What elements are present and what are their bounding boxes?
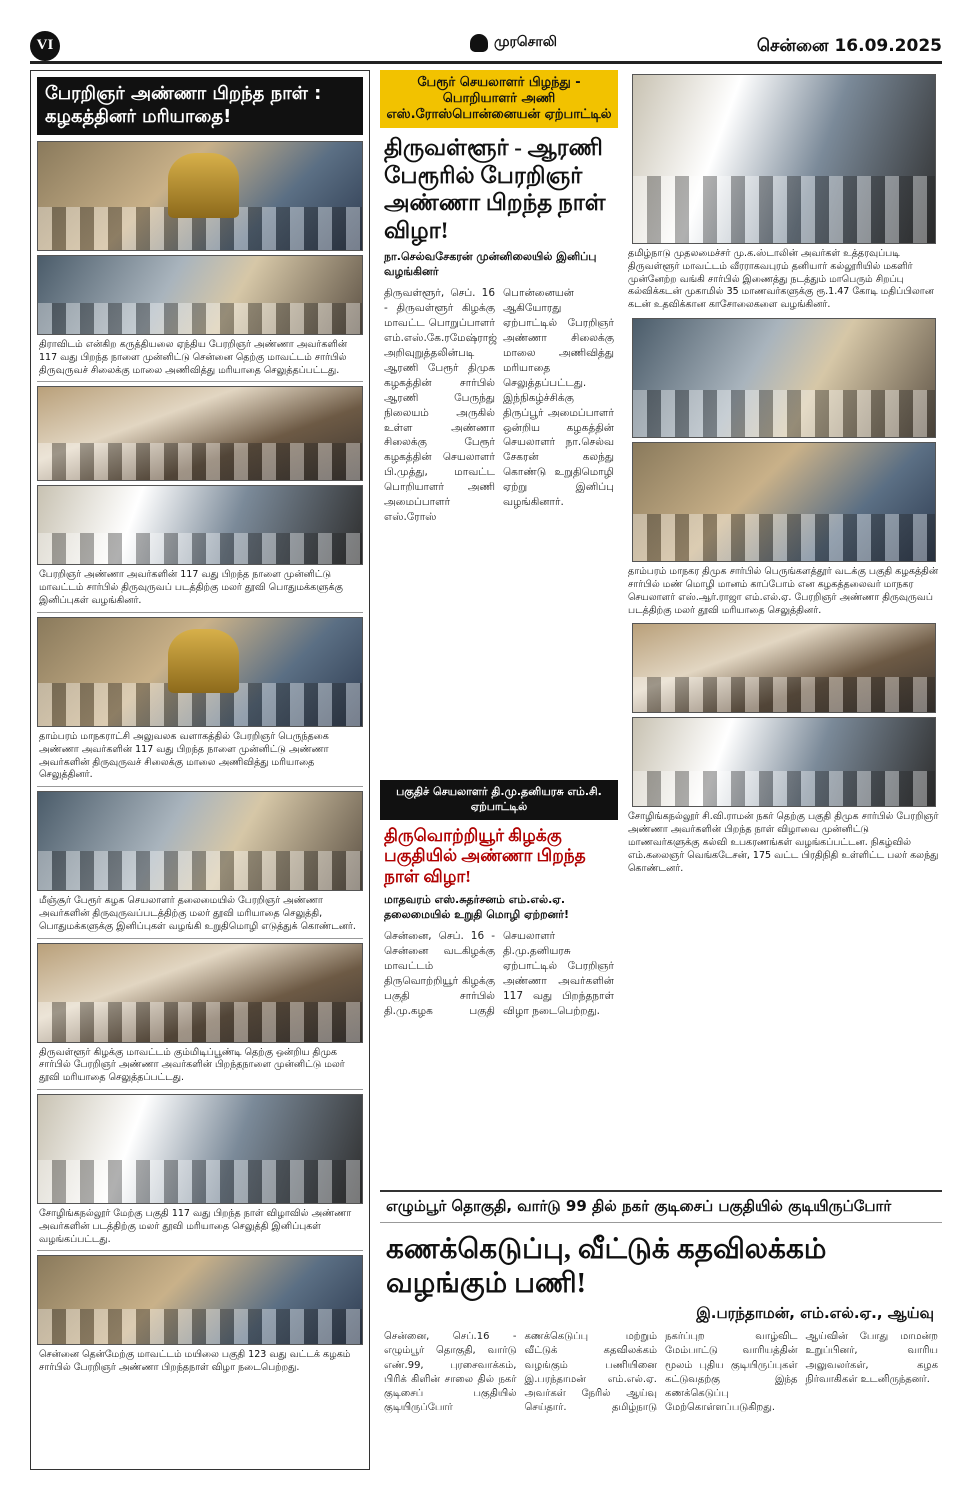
story-arani-anna-birthday	[380, 70, 618, 770]
photo-group-gathering	[37, 255, 363, 335]
story-headline: திருவொற்றியூர் கிழக்கு பகுதியில் அண்ணா பிறந்த நாள் விழா!	[384, 826, 586, 886]
story-byline: இ.பரந்தாமன், எம்.எல்.ஏ., ஆய்வு	[696, 1304, 934, 1323]
statue-figure	[168, 153, 239, 218]
photo-students-award	[632, 623, 936, 713]
caption: தாம்பரம் மாநகராட்சி அலுவலக வளாகத்தில் பேரறிஞர் பெருந்தகை அண்ணா அவர்களின் 117 வது பிறந்த நாளை முன்னிட்டு அண்ணா அவர்களின் திருவுருவச் சிலைக்கு மாலை அணிவித்து மரியாதை செலுத்தினர்.	[39, 730, 329, 781]
story-body: திருவள்ளூர், செப். 16 - திருவள்ளூர் கிழக்கு மாவட்ட பொறுப்பாளர் எம்.எஸ்.கே.ரமேஷ்ராஜ் அறிவுறுத்தலின்படி ஆரணி பேரூர் திமுக கழகத்தின் சார்பில் ஆரணி பேருந்து நிலையம் அருகில் உள்ள அண்ணா சிலைக்கு பேரூர் கழகத்தின் செயலாளர் பி.முத்து, மாவட்ட பொறியாளர் அணி அமைப்பாளர் எஸ்.ரோஸ் பொன்னையன் ஆகியோரது ஏற்பாட்டில் பேரறிஞர் அண்ணா சிலைக்கு மாலை அணிவித்து மரியாதை செலுத்தப்பட்டது. இந்நிகழ்ச்சிக்கு திருப்பூர் அமைப்பாளர் ஒன்றிய கழகத்தின் செயலாளர் நா.செல்வ சேகரன் கலந்து கொண்டு உறுதிமொழி ஏற்று இனிப்பு வழங்கினார்.	[384, 287, 614, 523]
caption: மீஞ்சூர் பேரூர் கழக செயலாளர் தலைமையில் பேரறிஞர் அண்ணா அவர்களின் திருவுருவப்படத்திற்கு மலர் தூவி மரியாதை செலுத்தி, பொதுமக்களுக்கு இனிப்புகள் வழங்கி உறுதிமொழி எடுத்துக் கொண்டனர்.	[39, 895, 356, 932]
caption: தமிழ்நாடு முதலமைச்சர் மு.க.ஸ்டாலின் அவர்கள் உத்தரவுப்படி திருவள்ளூர் மாவட்டம் வீரராகவபுரம் தனியார் கல்லூரியில் மகளிர் முன்னேற்ற வங்கி சார்பில் இணைத்து நடத்தும் மாபெரும் சிறப்பு கல்விக்கடன் முகாமில் 35 மாணவர்களுக்கு ரூ.1.47 கோடி மதிப்பிலான கடன் உதவிக்கான காசோலைகளை வழங்கினர்.	[628, 248, 934, 311]
divider	[37, 381, 363, 382]
story-headline: கணக்கெடுப்பு, வீட்டுக் கதவிலக்கம் வழங்கும் பணி!	[386, 1234, 827, 1299]
divider	[37, 612, 363, 613]
left-banner-headline: பேரறிஞர் அண்ணா பிறந்த நாள் : கழகத்தினர் மரியாதை!	[37, 77, 363, 135]
photo-sweets-distribution	[37, 485, 363, 565]
right-photo-column	[626, 70, 942, 1180]
photo-school-event	[37, 1094, 363, 1204]
photo-pledge-taking	[37, 791, 363, 891]
divider	[37, 786, 363, 787]
divider	[37, 1089, 363, 1090]
story-subhead: மாதவரம் எஸ்.சுதர்சனம் எம்.எல்.ஏ. தலைமையில் உறுதி மொழி ஏற்றனர்!	[384, 893, 570, 922]
story-kicker: எழும்பூர் தொகுதி, வார்டு 99 தில் நகர் குடிசைப் பகுதியில் குடியிருப்போர்	[380, 1192, 942, 1223]
photo-banner-tribute	[37, 943, 363, 1043]
divider	[37, 938, 363, 939]
caption: சென்னை தென்மேற்கு மாவட்டம் மயிலை பகுதி 123 வது வட்டக் கழகம் சார்பில் பேரறிஞர் அண்ணா பிறந்தநாள் விழா நடைபெற்றது.	[39, 1349, 351, 1374]
photo-loan-cheque-ceremony	[632, 74, 936, 244]
photo-tambaram-statue	[37, 617, 363, 727]
photo-food-serving	[632, 442, 936, 562]
photo-families-gathering	[632, 717, 936, 807]
story-subhead: நா.செல்வசேகரன் முன்னிலையில் இனிப்பு வழங்கினர்	[384, 250, 597, 279]
story-thiruvottiyur	[380, 780, 618, 1180]
caption: திராவிடம் என்கிற கருத்தியலை ஏந்திய பேரறிஞர் அண்ணா அவர்களின் 117 வது பிறந்த நாளை முன்னிட்டு சென்னை தெற்கு மாவட்டம் சார்பில் திருவுருவச் சிலைக்கு மாலை அணிவித்து மரியாதை செலுத்தப்பட்டது.	[39, 339, 348, 376]
story-kicker: பகுதிச் செயலாளர் தி.மு.தனியரசு எம்.சி. ஏற்பாட்டில்	[380, 780, 618, 820]
masthead-title: முரசொலி	[494, 34, 557, 50]
story-headline: திருவள்ளூர் - ஆரணி பேரூரில் பேரறிஞர் அண்ணா பிறந்த நாள் விழா!	[384, 135, 606, 243]
story-body: சென்னை, செப். 16 - சென்னை வடகிழக்கு மாவட்டம் திருவொற்றியூர் கிழக்கு பகுதி சார்பில் தி.மு.கழக பகுதி செயலாளர் தி.மு.தனியரசு ஏற்பாட்டில் பேரறிஞர் அண்ணா அவர்களின் 117 வது பிறந்தநாள் விழா நடைபெற்றது.	[384, 930, 614, 1017]
caption: பேரறிஞர் அண்ணா அவர்களின் 117 வது பிறந்த நாளை முன்னிட்டு மாவட்டம் சார்பில் திருவுருவப் படத்திற்கு மலர் தூவி பொதுமக்களுக்கு இனிப்புகள் வழங்கினர்.	[39, 569, 343, 607]
date-line: சென்னை 16.09.2025	[756, 36, 942, 56]
left-photo-column	[30, 70, 370, 1470]
photo-statue-tribute	[37, 141, 363, 251]
story-body: சென்னை, செப்.16 - எழும்பூர் தொகுதி, வார்டு எண்.99, புரசைவாக்கம், பிரிக் கிளின் சாலை தில் நகர் குடிசைப் பகுதியில் குடியிருப்போர் கணக்கெடுப்பு மற்றும் வீட்டுக் கதவிலக்கம் வழங்கும் பணியினை இ.பரந்தாமன் எம்.எல்.ஏ. அவர்கள் நேரில் ஆய்வு செய்தார். தமிழ்நாடு நகர்ப்புற வாழ்விட மேம்பாட்டு வாரியத்தின் மூலம் புதிய குடியிருப்புகள் கட்டுவதற்கு இந்த கணக்கெடுப்பு மேற்கொள்ளப்படுகிறது. ஆய்வின் போது மாமன்ற உறுப்பினர், வாரிய அலுவலர்கள், கழக நிர்வாகிகள் உடனிருந்தனர்.	[384, 1331, 938, 1414]
divider	[37, 1250, 363, 1251]
caption: சோழிங்கநல்லூர் மேற்கு பகுதி 117 வது பிறந்த நாள் விழாவில் அண்ணா அவர்களின் படத்திற்கு மலர் தூவி மரியாதை செலுத்தி இனிப்புகள் வழங்கப்பட்டது.	[39, 1208, 352, 1245]
story-egmore-survey	[380, 1190, 942, 1470]
masthead	[470, 34, 557, 52]
photo-pledge-hall	[632, 318, 936, 438]
page-header	[30, 30, 942, 64]
caption: சோழிங்கநல்லூர் சி.வி.ராமன் நகர் தெற்கு பகுதி திமுக சார்பில் பேரறிஞர் அண்ணா அவர்களின் பிறந்த நாள் விழாவை முன்னிட்டு மாணவர்களுக்கு கல்வி உபகரணங்கள் வழங்கப்பட்டன. நிகழ்வில் எம்.கலைஞர் வெங்கடேசன், 175 வட்ட பிரதிநிதி உள்ளிட்ட பலர் கலந்து கொண்டனர்.	[628, 811, 939, 874]
story-kicker: பேரூர் செயலாளர் பிழந்து - பொறியாளர் அணி எஸ்.ரோஸ்பொன்னையன் ஏற்பாட்டில்	[380, 70, 618, 128]
elephant-logo-icon	[470, 34, 488, 52]
page-number: VI	[30, 31, 60, 61]
photo-portrait-floral	[37, 386, 363, 481]
photo-ward-gathering	[37, 1255, 363, 1345]
statue-figure	[168, 629, 239, 694]
caption: திருவள்ளூர் கிழக்கு மாவட்டம் கும்மிடிப்பூண்டி தெற்கு ஒன்றிய திமுக சார்பில் பேரறிஞர் அண்ணா அவர்களின் பிறந்தநாளை முன்னிட்டு மலர் தூவி மரியாதை செலுத்தப்பட்டது.	[39, 1046, 345, 1084]
caption: தாம்பரம் மாநகர திமுக சார்பில் பெருங்களத்தூர் வடக்கு பகுதி கழகத்தின் சார்பில் மண் மொழி மானம் காப்போம் என கழகத்தலைவர் மாநகர செயலாளர் எஸ்.ஆர்.ராஜா எம்.எல்.ஏ. பேரறிஞர் அண்ணா திருவுருவப் படத்திற்கு மலர் தூவி மரியாதை செலுத்தினர்.	[628, 566, 939, 616]
